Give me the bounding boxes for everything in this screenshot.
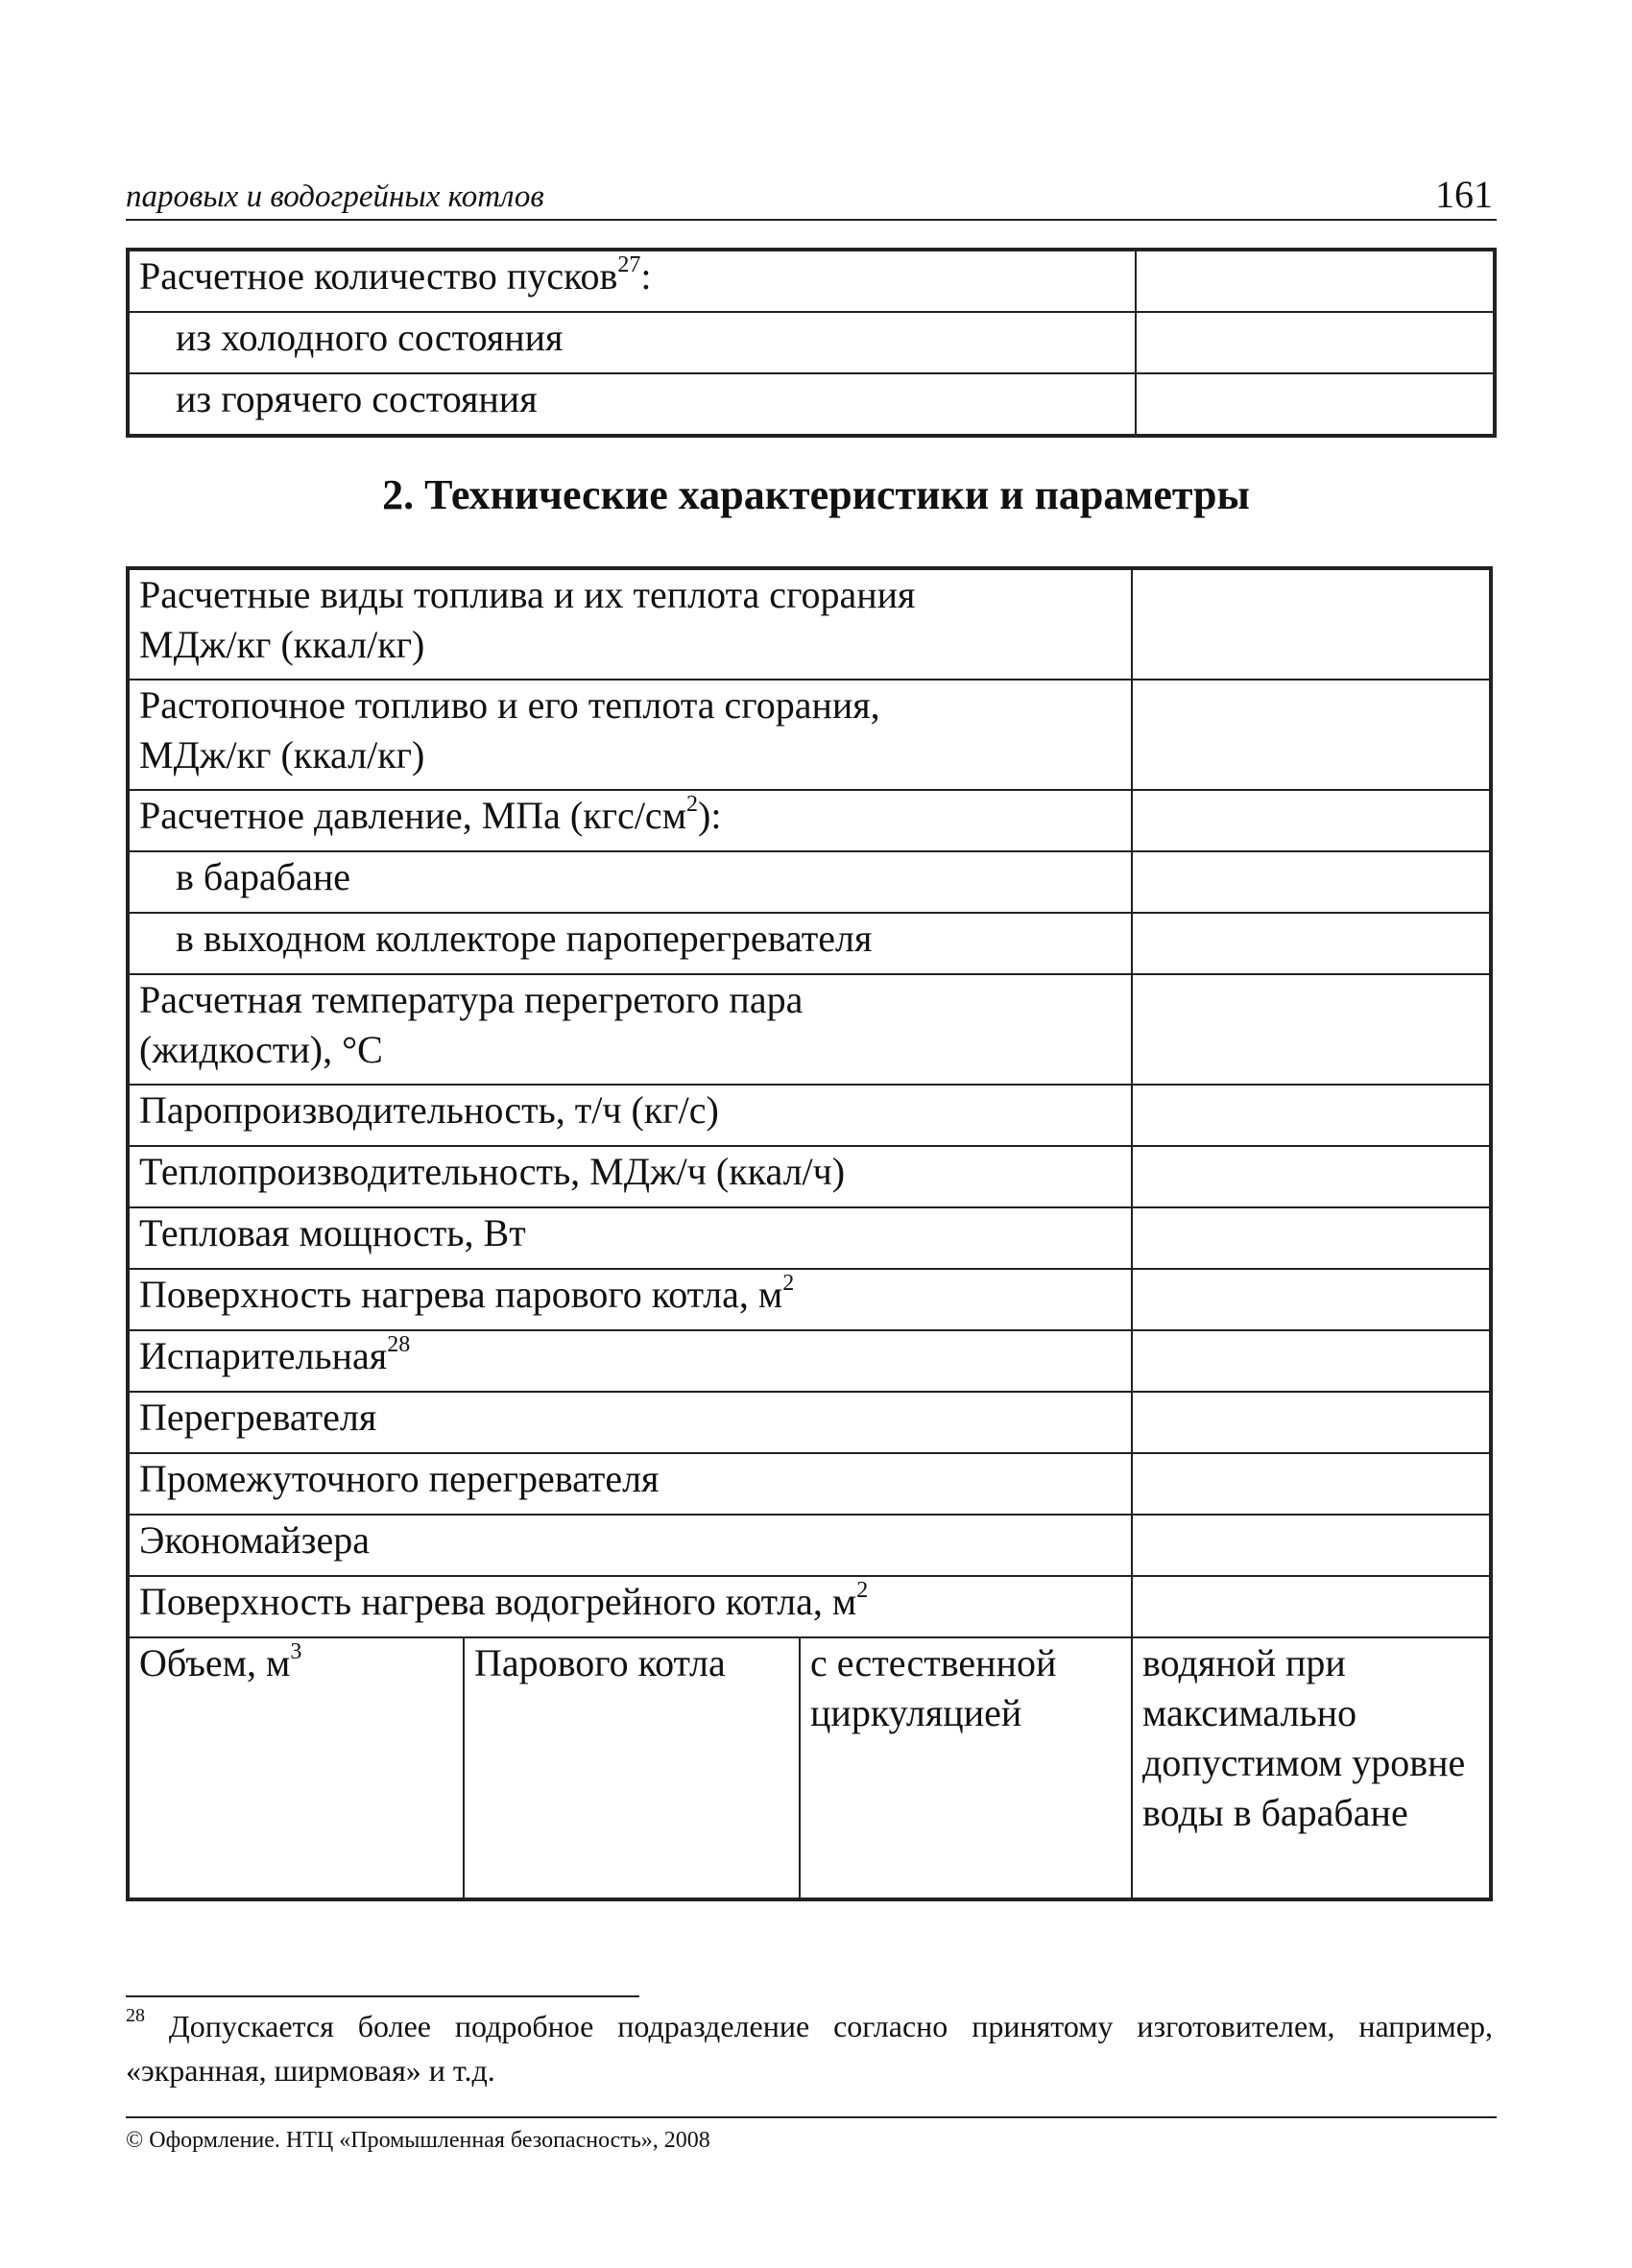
steam-capacity-label: Паропроизводительность, т/ч (кг/с) xyxy=(128,1085,1132,1146)
cold-start-value[interactable] xyxy=(1136,312,1495,373)
table-row xyxy=(128,1392,1491,1453)
launch-count-table xyxy=(126,248,1497,438)
heat-capacity-value[interactable] xyxy=(1132,1146,1491,1207)
table-row xyxy=(128,1207,1491,1269)
evaporative-label: Испарительная$^{28}$ xyxy=(128,1330,1132,1392)
launch-count-label: Расчетное количество пусков$^{27}$: xyxy=(128,250,1136,312)
heat-power-value[interactable] xyxy=(1132,1207,1491,1269)
pressure-label: Расчетное давление, МПа $(кгс/см^2)$: xyxy=(128,790,1132,851)
table-row xyxy=(128,1637,1491,1899)
start-fuel-label: Растопочное топливо и его теплота сгорания, МДж/кг (ккал/кг) xyxy=(128,680,1132,790)
page-number: 161 xyxy=(1435,173,1493,216)
evaporative-value[interactable] xyxy=(1132,1330,1491,1392)
table-row xyxy=(128,974,1491,1085)
pressure-value[interactable] xyxy=(1132,790,1491,851)
superheater-label: Перегревателя xyxy=(128,1392,1132,1453)
table-row xyxy=(128,790,1491,851)
footnote-number: 28 xyxy=(126,2005,145,2026)
table-row xyxy=(128,1269,1491,1330)
copyright: © Оформление. НТЦ «Промышленная безопасность», 2008 xyxy=(126,2128,710,2153)
table-row xyxy=(128,913,1491,974)
economizer-value[interactable] xyxy=(1132,1515,1491,1576)
steam-surface-label: Поверхность нагрева парового котла, $м^2$ xyxy=(128,1269,1132,1330)
heat-power-label: Тепловая мощность, Вт xyxy=(128,1207,1132,1269)
running-title: паровых и водогрейных котлов xyxy=(126,179,544,214)
natural-circulation-label: с естественной циркуляцией xyxy=(800,1637,1132,1899)
water-volume-label: водяной при максимально допустимом уровне воды в барабане xyxy=(1132,1637,1491,1899)
outlet-value[interactable] xyxy=(1132,913,1491,974)
reheater-label: Промежуточного перегревателя xyxy=(128,1453,1132,1515)
hot-start-value[interactable] xyxy=(1136,373,1495,436)
table-row xyxy=(128,680,1491,790)
drum-value[interactable] xyxy=(1132,851,1491,913)
drum-label: в барабане xyxy=(128,851,1132,913)
footnote xyxy=(126,2004,1493,2092)
hot-start-label: из горячего состояния xyxy=(128,373,1136,436)
cold-start-label: из холодного состояния xyxy=(128,312,1136,373)
water-surface-label: Поверхность нагрева водогрейного котла, $м^2$ xyxy=(128,1576,1132,1637)
footnote-divider xyxy=(126,1995,639,1997)
superheater-value[interactable] xyxy=(1132,1392,1491,1453)
footnote-text: Допускается более подробное подразделение согласно принятому изготовителем, например, «экранная, ширмовая» и т.д. xyxy=(126,2009,1493,2088)
steam-boiler-label: Парового котла xyxy=(464,1637,800,1899)
start-fuel-value[interactable] xyxy=(1132,680,1491,790)
steam-capacity-value[interactable] xyxy=(1132,1085,1491,1146)
launch-count-value[interactable] xyxy=(1136,250,1495,312)
table-row xyxy=(128,1453,1491,1515)
table-row xyxy=(128,250,1495,312)
table-row xyxy=(128,1515,1491,1576)
volume-label: Объем, $м^3$ xyxy=(128,1637,464,1899)
table-row xyxy=(128,851,1491,913)
temperature-label: Расчетная температура перегретого пара (жидкости), °С xyxy=(128,974,1132,1085)
table-row xyxy=(128,1085,1491,1146)
water-surface-value[interactable] xyxy=(1132,1576,1491,1637)
fuel-label: Расчетные виды топлива и их теплота сгорания МДж/кг (ккал/кг) xyxy=(128,568,1132,680)
table-row xyxy=(128,312,1495,373)
table-row xyxy=(128,1146,1491,1207)
economizer-label: Экономайзера xyxy=(128,1515,1132,1576)
table-row xyxy=(128,373,1495,436)
steam-surface-value[interactable] xyxy=(1132,1269,1491,1330)
temperature-value[interactable] xyxy=(1132,974,1491,1085)
reheater-value[interactable] xyxy=(1132,1453,1491,1515)
table-row xyxy=(128,1330,1491,1392)
fuel-value[interactable] xyxy=(1132,568,1491,680)
specs-table xyxy=(126,566,1493,1901)
running-header xyxy=(126,171,1497,221)
footer-divider xyxy=(126,2116,1497,2118)
table-row xyxy=(128,568,1491,680)
section-title: 2. Технические характеристики и параметры xyxy=(382,471,1250,518)
table-row xyxy=(128,1576,1491,1637)
outlet-label: в выходном коллекторе пароперегревателя xyxy=(128,913,1132,974)
heat-capacity-label: Теплопроизводительность, МДж/ч (ккал/ч) xyxy=(128,1146,1132,1207)
